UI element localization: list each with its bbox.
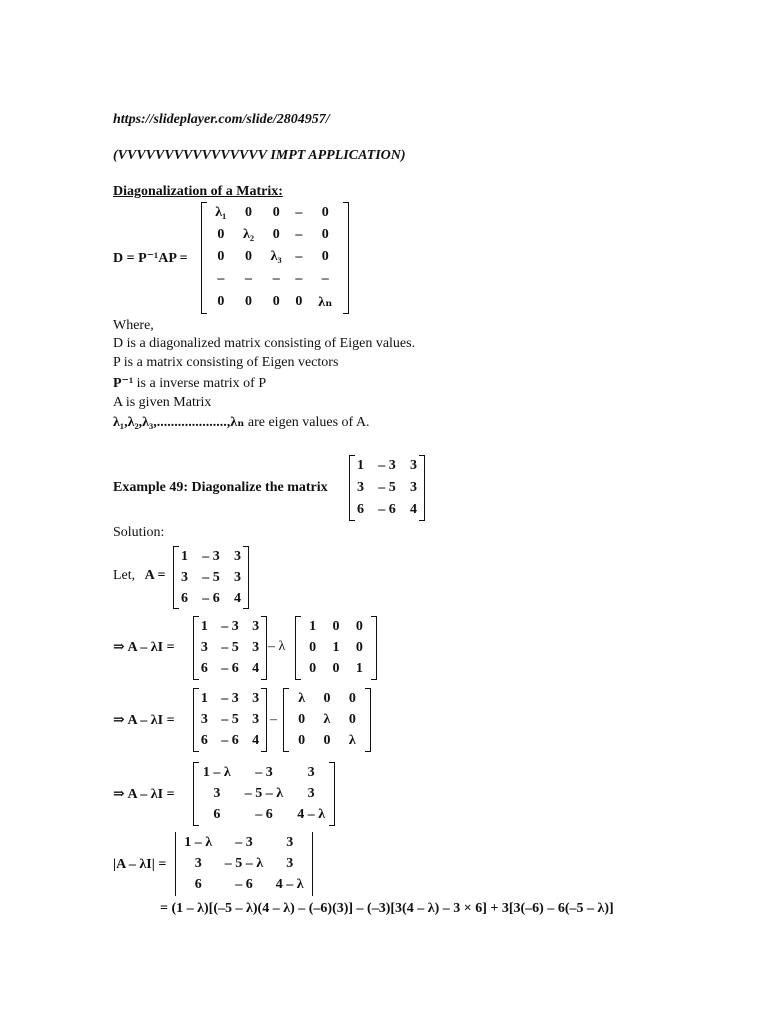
- diagonal-matrix-cell: λₙ: [318, 294, 333, 310]
- matrix-a-row: [177, 588, 245, 609]
- diagonal-matrix-cell: λ₃: [270, 249, 282, 265]
- char-matrix-cell: – 5 – λ: [224, 855, 264, 871]
- step2-matrix-a: [193, 688, 267, 752]
- char-matrix-cell: 3: [286, 855, 294, 871]
- diagonal-matrix-cell: –: [295, 271, 303, 287]
- char-matrix-cell: 3: [286, 834, 294, 850]
- matrix-a-cell: 3: [181, 569, 189, 585]
- char-matrix-cell: 6: [194, 877, 202, 893]
- char-matrix-cell: 3: [307, 785, 315, 801]
- matrix-a-cell: 3: [252, 618, 260, 634]
- identity-matrix-cell: 0: [355, 639, 363, 655]
- example-matrix-cell: 6: [357, 502, 365, 517]
- char-matrix-cell: 3: [194, 855, 202, 871]
- where-label: Where,: [113, 318, 154, 333]
- identity-matrix-cell: 0: [355, 618, 363, 634]
- diagonal-matrix-cell: –: [245, 271, 253, 287]
- lambda-identity-matrix-cell: 0: [348, 711, 356, 727]
- diagonal-matrix-cell: –: [295, 205, 303, 221]
- matrix-a-cell: 3: [200, 639, 208, 655]
- identity-matrix-row: [301, 659, 371, 680]
- char-matrix-row: [197, 762, 331, 783]
- lambda-identity-matrix-cell: 0: [298, 711, 306, 727]
- char-matrix-cell: – 6: [255, 807, 273, 823]
- identity-matrix-cell: 1: [309, 618, 317, 634]
- lambda-identity-matrix-cell: λ: [298, 690, 306, 706]
- lambda-identity-matrix: [283, 688, 371, 752]
- lambda-identity-matrix-cell: 0: [298, 733, 306, 749]
- char-matrix-row: [197, 805, 331, 826]
- identity-matrix-cell: 0: [332, 618, 340, 634]
- matrix-a-row: [197, 709, 263, 730]
- a-equals: A =: [144, 568, 166, 583]
- char-matrix-cell: 1 – λ: [202, 764, 231, 780]
- where-line-d: D is a diagonalized matrix consisting of Eigen values.: [113, 336, 416, 351]
- diagonal-matrix-cell: 0: [321, 205, 329, 221]
- solution-label: Solution:: [113, 525, 165, 540]
- minus-sign: –: [270, 712, 277, 727]
- where-line-pinv: [113, 375, 266, 392]
- matrix-a-row: [197, 616, 263, 637]
- char-matrix-row: [179, 853, 309, 874]
- matrix-a: [173, 546, 249, 609]
- diagonal-matrix-cell: 0: [217, 249, 225, 265]
- diagonal-matrix-cell: 0: [272, 294, 280, 310]
- section-heading: Diagonalization of a Matrix:: [113, 184, 283, 199]
- char-matrix-cell: 3: [307, 764, 315, 780]
- char-matrix-row: [179, 832, 309, 853]
- lambda-identity-matrix-row: [289, 709, 365, 730]
- example-matrix-row: [353, 455, 421, 477]
- where-line-p: P is a matrix consisting of Eigen vectors: [113, 355, 339, 370]
- lambda-identity-matrix-cell: 0: [323, 733, 331, 749]
- source-url: https://slideplayer.com/slide/2804957/: [113, 112, 330, 127]
- diagonal-matrix-row: [207, 290, 343, 314]
- where-line-a: A is given Matrix: [113, 395, 212, 410]
- matrix-a-cell: 6: [181, 590, 189, 606]
- example-matrix: [349, 455, 425, 521]
- matrix-a-cell: – 6: [221, 733, 239, 749]
- char-matrix-cell: 3: [213, 785, 221, 801]
- matrix-a-cell: – 5: [202, 569, 220, 585]
- char-matrix-cell: 4 – λ: [297, 807, 326, 823]
- example-matrix-cell: 4: [409, 502, 417, 517]
- diag-equation-label: D = P⁻¹AP =: [113, 251, 188, 266]
- lambda-identity-matrix-cell: 0: [348, 690, 356, 706]
- char-matrix-cell: 1 – λ: [184, 834, 213, 850]
- identity-matrix-row: [301, 637, 371, 658]
- step3-label: ⇒ A – λI =: [113, 787, 175, 802]
- diagonal-matrix-cell: –: [295, 227, 303, 243]
- diagonal-matrix-row: [207, 268, 343, 290]
- where-line-lambdas-text: are eigen values of A.: [247, 415, 370, 430]
- where-line-lambdas: [113, 414, 370, 431]
- diagonal-matrix-cell: 0: [245, 249, 253, 265]
- step1-matrix-a-table: [197, 616, 263, 680]
- matrix-a-row: [197, 688, 263, 709]
- matrix-a-row: [197, 659, 263, 680]
- step2-matrix-a-table: [197, 688, 263, 752]
- char-matrix: [193, 762, 335, 826]
- matrix-a-cell: – 5: [221, 711, 239, 727]
- diagonal-matrix-cell: –: [295, 249, 303, 265]
- identity-matrix: [295, 616, 377, 680]
- matrix-a-cell: 1: [200, 690, 208, 706]
- diagonal-matrix-cell: 0: [321, 227, 329, 243]
- diagonal-matrix-row: [207, 202, 343, 224]
- matrix-a-cell: 3: [252, 711, 260, 727]
- p-inverse-symbol: P⁻¹: [113, 376, 134, 391]
- matrix-a-cell: – 3: [221, 690, 239, 706]
- step1-matrix-a: [193, 616, 267, 680]
- diagonal-matrix-cell: 0: [217, 294, 225, 310]
- det-label: |A – λI| =: [113, 857, 167, 872]
- diagonal-matrix-row: [207, 246, 343, 268]
- matrix-a-cell: – 5: [221, 639, 239, 655]
- matrix-a-cell: 3: [252, 690, 260, 706]
- diagonal-matrix-table: [207, 202, 343, 314]
- impt-note: (VVVVVVVVVVVVVVVV IMPT APPLICATION): [113, 148, 406, 163]
- example-matrix-cell: 3: [409, 480, 417, 495]
- eigenvalue-list: λ₁,λ₂,λ₃,....................,λₙ: [113, 415, 245, 430]
- identity-matrix-cell: 0: [309, 639, 317, 655]
- matrix-a-row: [197, 731, 263, 752]
- example-matrix-cell: 3: [409, 458, 417, 473]
- char-matrix-cell: 4 – λ: [275, 877, 304, 893]
- identity-matrix-cell: 0: [309, 661, 317, 677]
- char-matrix-table: [197, 762, 331, 826]
- example-title: Example 49: Diagonalize the matrix: [113, 480, 328, 495]
- diagonal-matrix-cell: 0: [272, 227, 280, 243]
- diagonal-matrix-row: [207, 224, 343, 246]
- matrix-a-cell: 1: [200, 618, 208, 634]
- identity-matrix-table: [301, 616, 371, 680]
- diagonal-matrix-cell: λ₂: [242, 227, 255, 243]
- example-matrix-cell: 3: [357, 480, 365, 495]
- det-expansion: = (1 – λ)[(–5 – λ)(4 – λ) – (–6)(3)] – (–3)[3(4 – λ) – 3 × 6] + 3[3(–6) – 6(–5 – λ)]: [160, 901, 614, 916]
- lambda-identity-matrix-cell: λ: [348, 733, 356, 749]
- lambda-identity-matrix-row: [289, 731, 365, 752]
- matrix-a-cell: 3: [233, 548, 241, 564]
- lambda-identity-matrix-cell: 0: [323, 690, 331, 706]
- identity-matrix-row: [301, 616, 371, 637]
- identity-matrix-cell: 1: [332, 639, 340, 655]
- let-line: [113, 568, 165, 584]
- char-matrix-cell: – 5 – λ: [244, 785, 284, 801]
- let-label: Let,: [113, 568, 136, 583]
- lambda-identity-matrix-row: [289, 688, 365, 709]
- diagonal-matrix-cell: 0: [272, 205, 280, 221]
- matrix-a-cell: 3: [233, 569, 241, 585]
- lambda-identity-matrix-table: [289, 688, 365, 752]
- example-matrix-cell: – 6: [378, 502, 396, 517]
- diagonal-matrix-cell: 0: [245, 205, 253, 221]
- matrix-a-cell: 4: [233, 590, 241, 606]
- char-matrix-row: [197, 783, 331, 804]
- char-matrix-cell: – 3: [235, 834, 253, 850]
- identity-matrix-cell: 1: [355, 661, 363, 677]
- char-determinant-table: [179, 832, 309, 896]
- diagonal-matrix-cell: λ₁: [215, 205, 227, 221]
- diagonal-matrix-cell: –: [321, 271, 329, 287]
- diagonal-matrix-cell: 0: [295, 294, 303, 310]
- char-matrix-cell: 6: [213, 807, 221, 823]
- matrix-a-row: [177, 567, 245, 588]
- example-matrix-cell: – 3: [378, 458, 396, 473]
- matrix-a-row: [177, 546, 245, 567]
- where-line-pinv-text: is a inverse matrix of P: [136, 376, 267, 391]
- example-matrix-cell: – 5: [378, 480, 396, 495]
- matrix-a-cell: – 3: [221, 618, 239, 634]
- matrix-a-cell: 4: [252, 733, 260, 749]
- diagonal-matrix-cell: –: [217, 271, 225, 287]
- char-matrix-cell: – 6: [235, 877, 253, 893]
- matrix-a-table: [177, 546, 245, 609]
- matrix-a-cell: – 6: [221, 661, 239, 677]
- diagonal-matrix-cell: 0: [245, 294, 253, 310]
- matrix-a-cell: 6: [200, 733, 208, 749]
- step1-label: ⇒ A – λI =: [113, 640, 175, 655]
- matrix-a-cell: 4: [252, 661, 260, 677]
- identity-matrix-cell: 0: [332, 661, 340, 677]
- example-matrix-table: [353, 455, 421, 521]
- char-determinant: [175, 832, 313, 896]
- matrix-a-cell: 6: [200, 661, 208, 677]
- lambda-identity-matrix-cell: λ: [323, 711, 331, 727]
- diagonal-matrix-cell: –: [272, 271, 280, 287]
- matrix-a-cell: – 3: [202, 548, 220, 564]
- diagonal-matrix-cell: 0: [217, 227, 225, 243]
- example-matrix-row: [353, 477, 421, 499]
- step2-label: ⇒ A – λI =: [113, 713, 175, 728]
- diagonal-matrix: [201, 202, 349, 314]
- matrix-a-cell: 3: [200, 711, 208, 727]
- example-matrix-cell: 1: [357, 458, 365, 473]
- matrix-a-row: [197, 637, 263, 658]
- minus-lambda: – λ: [268, 639, 286, 654]
- matrix-a-cell: – 6: [202, 590, 220, 606]
- char-matrix-cell: – 3: [255, 764, 273, 780]
- diagonal-matrix-cell: 0: [321, 249, 329, 265]
- matrix-a-cell: 3: [252, 639, 260, 655]
- example-matrix-row: [353, 499, 421, 521]
- char-matrix-row: [179, 875, 309, 896]
- matrix-a-cell: 1: [181, 548, 189, 564]
